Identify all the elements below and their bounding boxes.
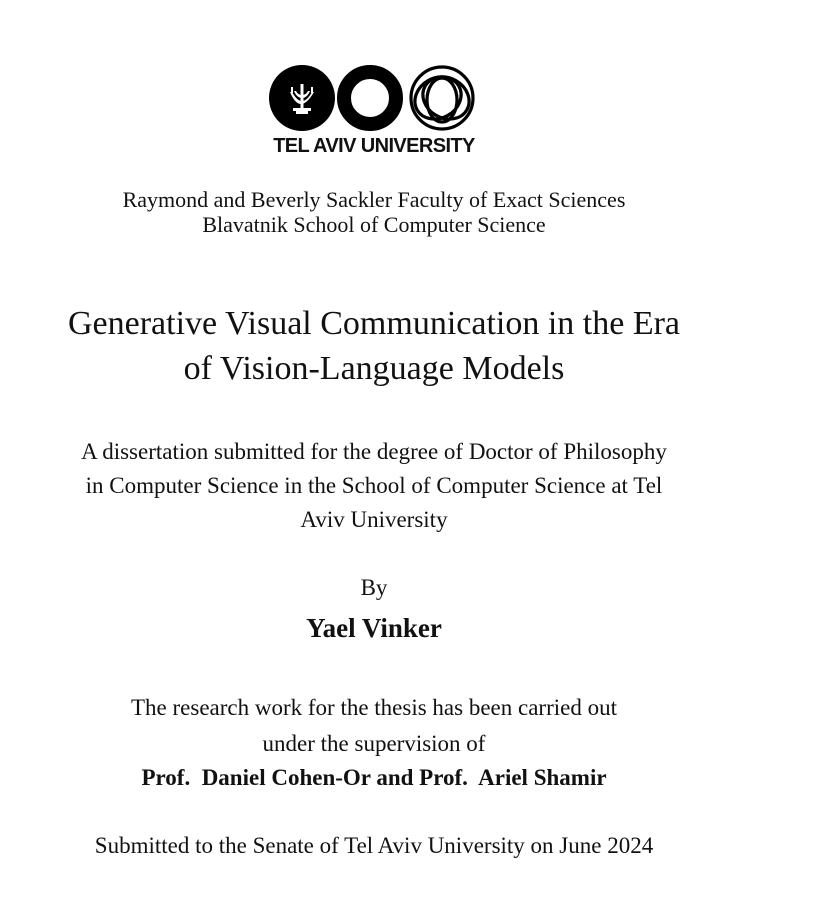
supervision-statement [0,690,748,762]
degree-line-3: Aviv University [300,507,448,532]
supervision-line-2: under the supervision of [262,731,486,756]
faculty-heading [0,187,748,237]
degree-statement [20,435,728,537]
degree-line-2: in Computer Science in the School of Computer Science at Tel [85,473,663,498]
faculty-name: Raymond and Beverly Sackler Faculty of Exact Sciences [122,187,626,212]
submission-statement: Submitted to the Senate of Tel Aviv University on June 2024 [94,833,654,858]
by-label: By [360,575,388,600]
title-line-1: Generative Visual Communication in the Era [68,305,680,342]
supervisors-line: Prof. Daniel Cohen-Or and Prof. Ariel Shamir [141,765,607,790]
tel-aviv-university-logo-icon [268,64,480,132]
author-name: Yael Vinker [306,613,442,643]
title-line-2: of Vision-Language Models [183,350,565,387]
university-logo [268,64,480,160]
thesis-title [0,301,748,391]
supervision-line-1: The research work for the thesis has been carried out [131,695,617,720]
supervisor-names [0,762,748,794]
logo-wordmark: TEL AVIV UNIVERSITY [273,135,475,157]
degree-line-1: A dissertation submitted for the degree of Doctor of Philosophy [81,439,667,464]
school-name: Blavatnik School of Computer Science [202,212,546,237]
